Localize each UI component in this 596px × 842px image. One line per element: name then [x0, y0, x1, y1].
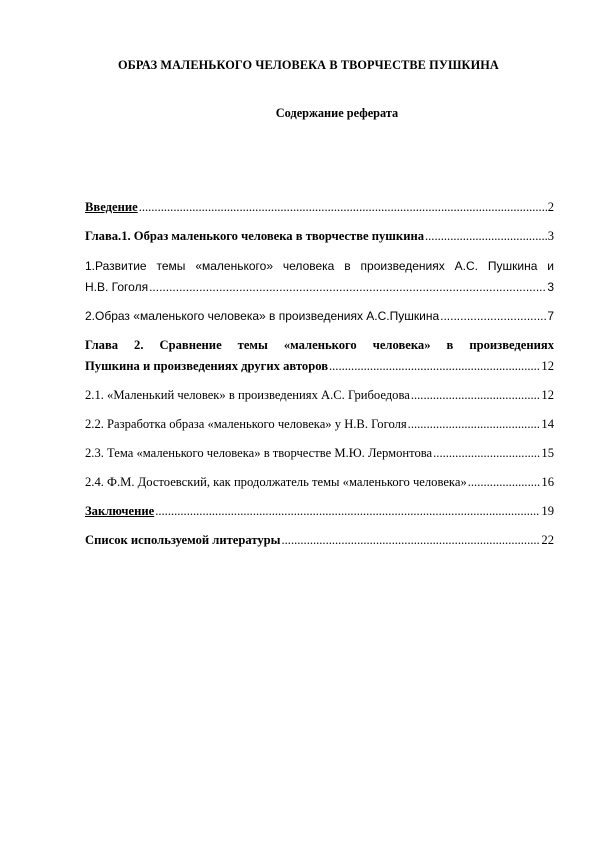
toc-label: Список используемой литературы	[85, 533, 281, 547]
toc-page: 19	[541, 504, 554, 518]
toc-page: 12	[541, 359, 554, 373]
toc-page: 15	[541, 446, 554, 460]
toc-page: 16	[541, 475, 554, 489]
toc-entry-intro	[85, 198, 554, 217]
toc-entry-references	[85, 531, 554, 550]
toc-entry-chapter-2	[85, 335, 554, 377]
toc-label: Заключение	[85, 504, 155, 518]
toc-entry-section-1	[85, 256, 554, 298]
toc-leader	[155, 502, 540, 521]
toc-leader	[139, 198, 547, 217]
toc-entry-section-2-3	[85, 444, 554, 463]
toc-entry-conclusion	[85, 502, 554, 521]
toc-label-line-2: Пушкина и произведениях других авторов	[85, 359, 328, 373]
toc-page: 3	[547, 229, 554, 243]
document-title: ОБРАЗ МАЛЕНЬКОГО ЧЕЛОВЕКА В ТВОРЧЕСТВЕ ПУШКИНА	[118, 58, 499, 72]
toc-label: Введение	[85, 200, 138, 214]
toc-label-line-1: 1.Развитие темы «маленького» человека в произведениях А.С. Пушкина и	[85, 259, 554, 273]
toc-leader	[411, 386, 541, 405]
toc-leader	[329, 356, 540, 377]
table-of-contents	[85, 198, 554, 550]
toc-label: 2.2. Разработка образа «маленького человека» у Н.В. Гоголя	[85, 417, 407, 431]
toc-label: 2.4. Ф.М. Достоевский, как продолжатель темы «маленького человека»	[85, 475, 467, 489]
toc-label: 2.1. «Маленький человек» в произведениях А.С. Грибоедова	[85, 388, 410, 402]
toc-page: 7	[547, 309, 554, 323]
toc-leader	[408, 415, 541, 434]
toc-leader	[468, 473, 541, 492]
toc-page: 12	[541, 388, 554, 402]
toc-page: 14	[541, 417, 554, 431]
toc-label-line-1: Глава 2. Сравнение темы «маленького человека» в произведениях	[85, 338, 554, 352]
toc-leader	[440, 307, 546, 326]
toc-entry-chapter-1	[85, 227, 554, 246]
document-subtitle: Содержание реферата	[275, 106, 399, 120]
toc-page: 22	[541, 533, 554, 547]
toc-leader	[425, 227, 547, 246]
toc-leader	[149, 277, 546, 298]
toc-entry-section-2-1	[85, 386, 554, 405]
toc-page: 3	[547, 280, 554, 294]
toc-entry-section-2-2	[85, 415, 554, 434]
toc-entry-section-2	[85, 307, 554, 326]
toc-label: 2.3. Тема «маленького человека» в творчестве М.Ю. Лермонтова	[85, 446, 433, 460]
toc-page: 2	[547, 200, 554, 214]
toc-label: Глава.1. Образ маленького человека в творчестве пушкина	[85, 229, 424, 243]
toc-label: 2.Образ «маленького человека» в произведениях А.С.Пушкина	[85, 309, 440, 323]
toc-leader	[433, 444, 540, 463]
toc-label-line-2: Н.В. Гоголя	[85, 280, 149, 294]
toc-entry-section-2-4	[85, 473, 554, 492]
toc-leader	[282, 531, 541, 550]
